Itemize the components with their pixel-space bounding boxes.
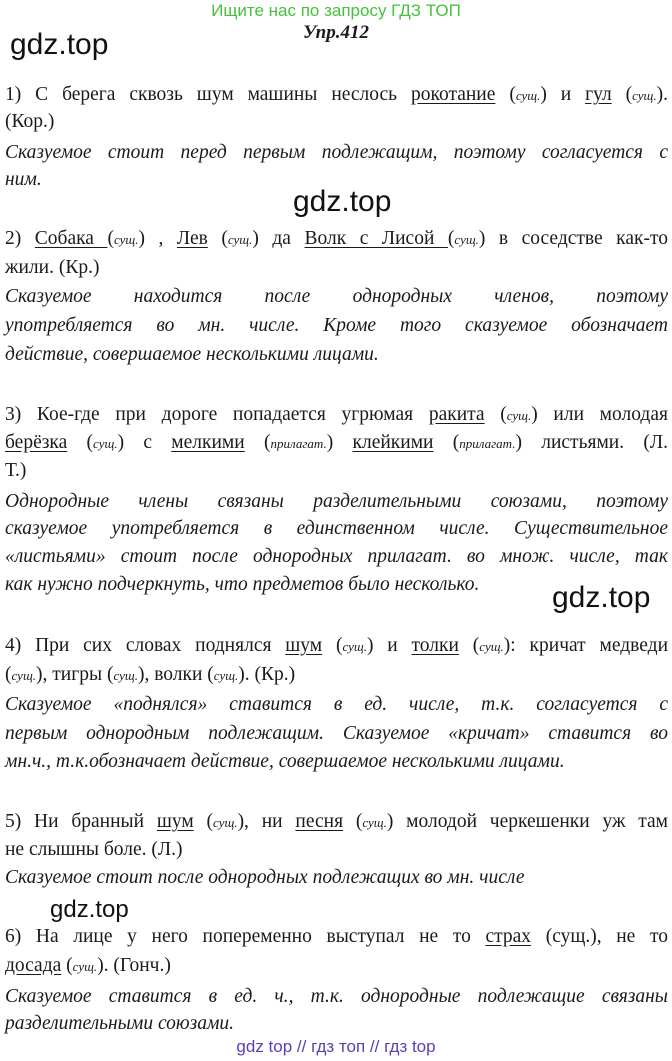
s3-line6: «листьями» стоит после однородных прилагат. во множ. числе, так [5,546,668,567]
exercise-title: Упр.412 [302,22,369,43]
s6-line3: Сказуемое ставится в ед. ч., т.к. однородные подлежащие связаны [5,986,668,1007]
s3-line1: 3) Кое-где при дороге попадается угрюмая ракита (сущ.) или молодая [5,404,668,425]
s4-line5: мн.ч., т.к.обозначает действие, совершаемое несколькими лицами. [5,751,565,772]
s1-line3: Сказуемое стоит перед первым подлежащим, поэтому согласуется с [5,142,668,163]
s4-line4: первым однородным подлежащим. Сказуемое «кричат» ставится во [5,723,668,744]
s1-line2: (Кор.) [5,111,55,132]
watermark-logo: gdz.top [552,581,651,614]
s5-line2: не слышны боле. (Л.) [5,839,183,860]
s3-line5: сказуемое употребляется в единственном числе. Существительное [5,518,668,539]
footer-links[interactable]: gdz top // гдз топ // гдз top [236,1037,436,1056]
s6-line1: 6) На лице у него попеременно выступал не то страх (сущ.), не то [5,926,668,947]
s2-line1: 2) Собака (сущ.) , Лев (сущ.) да Волк с Лисой (сущ.) в соседстве как-то [5,228,668,249]
s3-line7: как нужно подчеркнуть, что предметов было несколько. [5,574,480,595]
watermark-logo: gdz.top [10,28,109,61]
s1-line1: 1) С берега сквозь шум машины неслось рокотание (сущ.) и гул (сущ.). [5,84,668,105]
s5-line3: Сказуемое стоит после однородных подлежащих во мн. числе [5,867,525,888]
s4-line1: 4) При сих словах поднялся шум (сущ.) и толки (сущ.): кричат медведи [5,635,668,656]
s3-line2: берёзка (сущ.) с мелкими (прилагат.) клейкими (прилагат.) листьями. (Л. [5,432,668,453]
s3-line3: Т.) [5,460,27,481]
s6-line4: разделительными союзами. [5,1013,235,1034]
s1-line4: ним. [5,169,42,190]
s5-line1: 5) Ни бранный шум (сущ.), ни песня (сущ.) молодой черкешенки уж там [5,811,668,832]
s2-line5: действие, совершаемое несколькими лицами. [5,344,379,365]
s2-line3: Сказуемое находится после однородных членов, поэтому [5,286,668,307]
watermark-logo: gdz.top [50,896,129,923]
search-banner[interactable]: Ищите нас по запросу ГДЗ ТОП [211,1,461,20]
watermark-logo: gdz.top [293,185,392,218]
s2-line2: жили. (Кр.) [5,257,100,278]
s6-line2: досада (сущ.). (Гонч.) [5,955,171,976]
s3-line4: Однородные члены связаны разделительными союзами, поэтому [5,491,668,512]
s2-line4: употребляется во мн. числе. Кроме того сказуемое обозначает [5,315,668,336]
s4-line3: Сказуемое «поднялся» ставится в ед. числе, т.к. согласуется с [5,694,668,715]
s4-line2: (сущ.), тигры (сущ.), волки (сущ.). (Кр.) [5,664,296,685]
